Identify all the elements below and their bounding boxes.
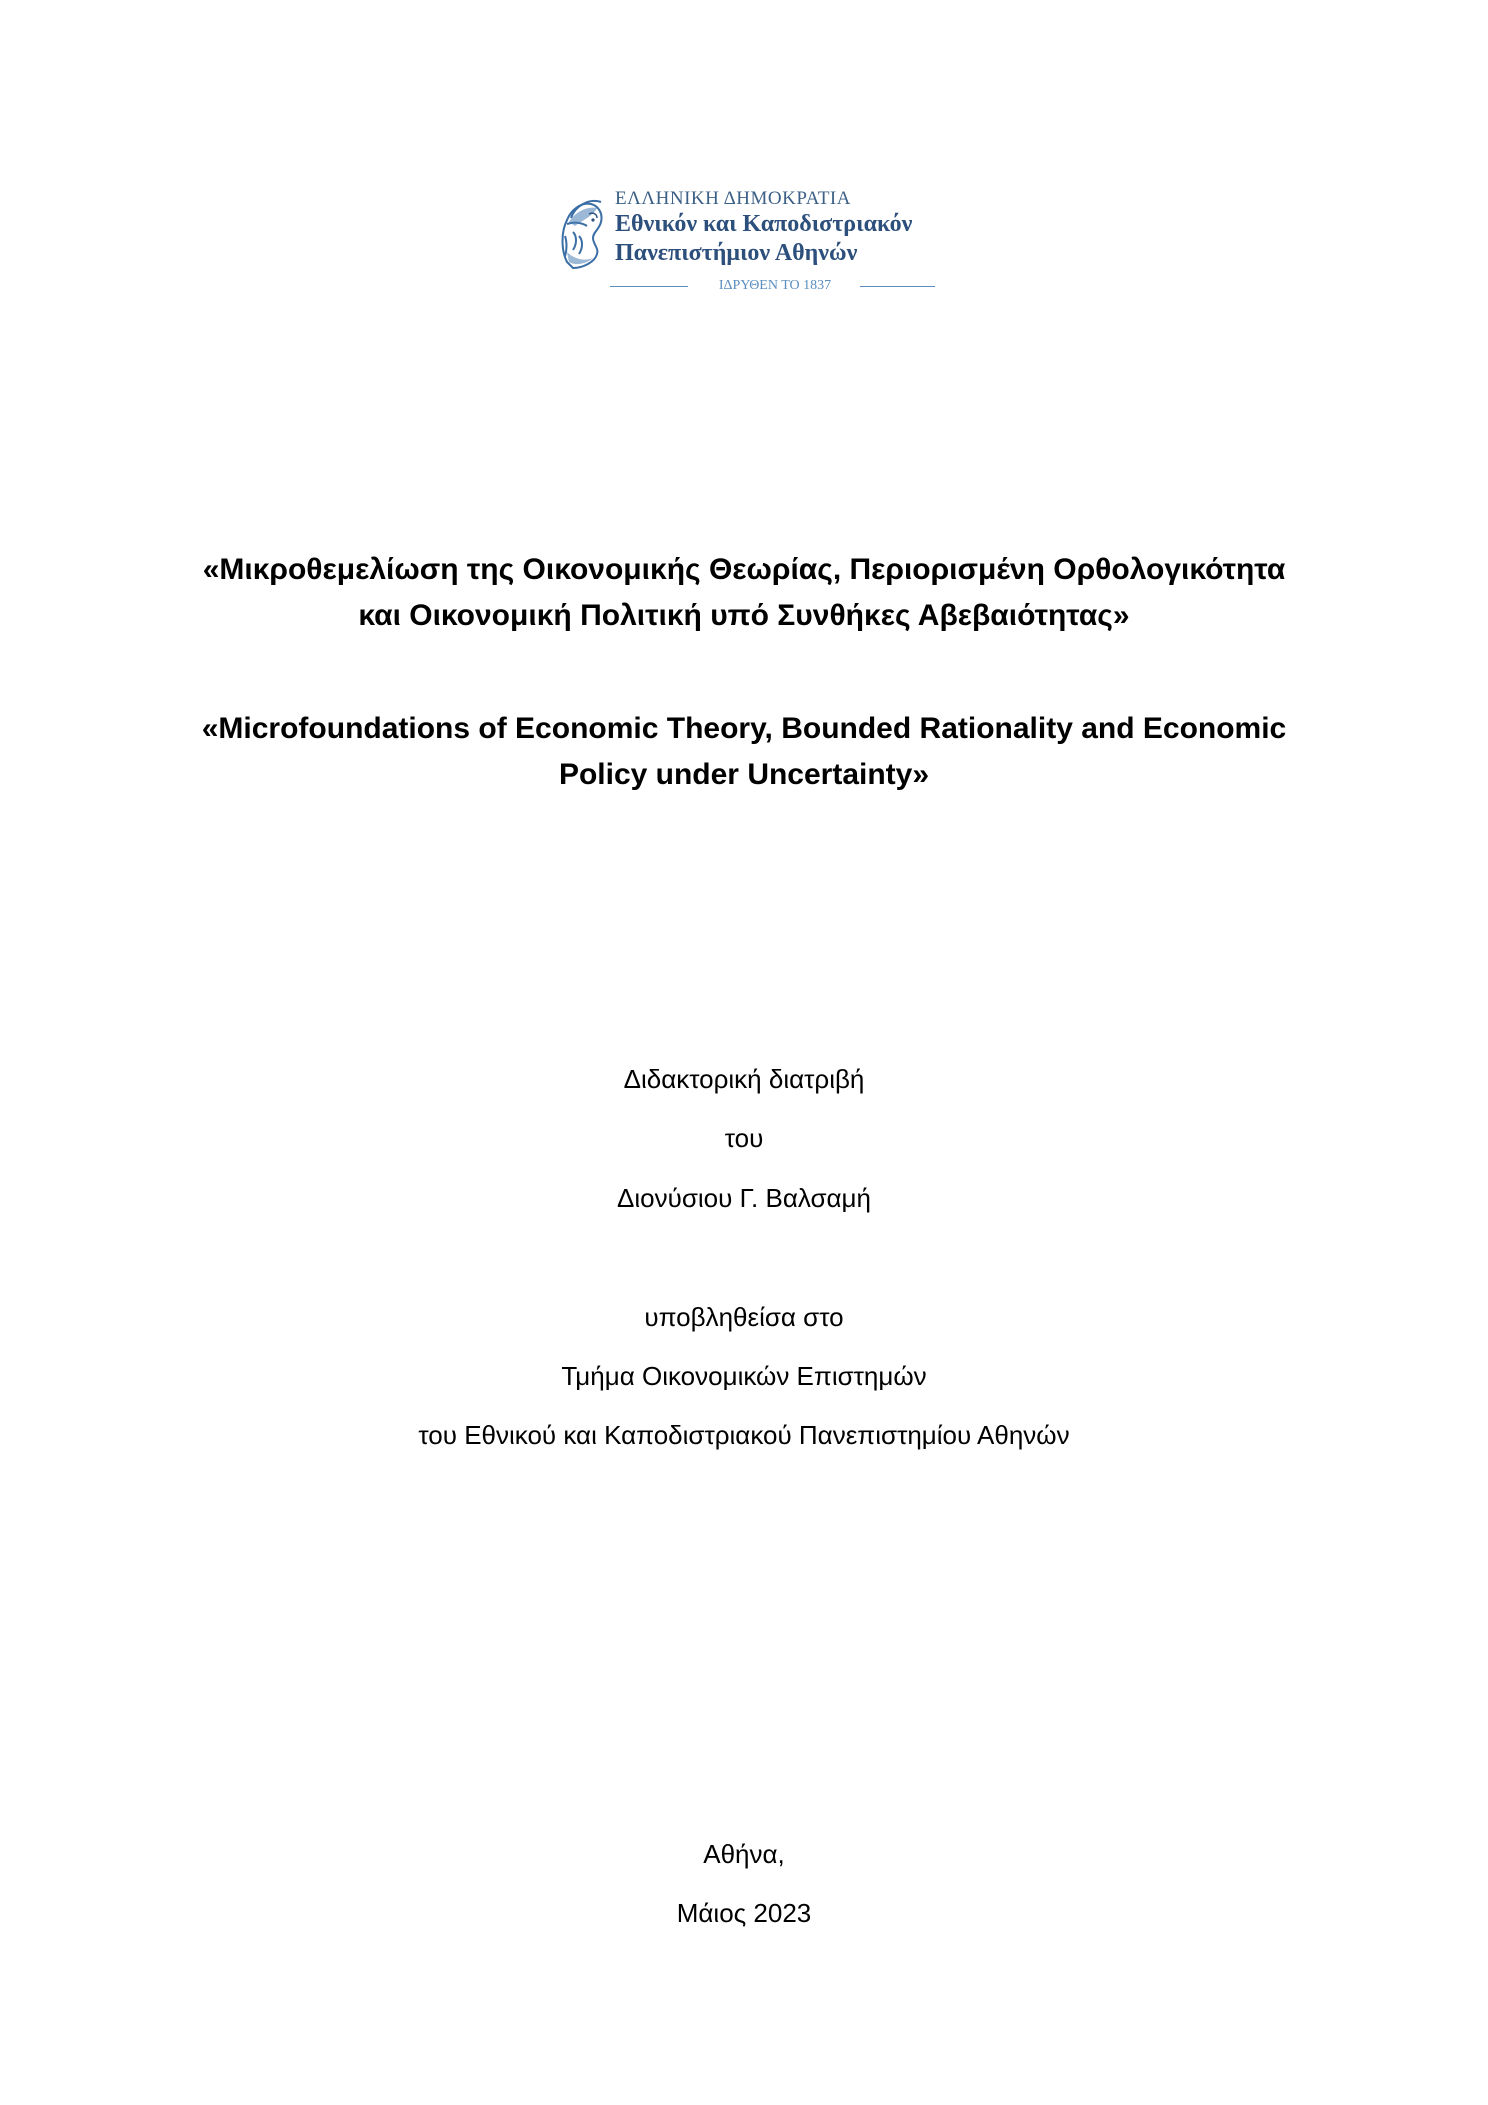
thesis-title-english: «Microfoundations of Economic Theory, Bounded Rationality and Economic Policy under Uncertainty»	[201, 712, 1287, 791]
thesis-author: Διονύσιου Γ. Βαλσαμή	[617, 1183, 871, 1213]
department: Τμήμα Οικονομικών Επιστημών	[561, 1361, 927, 1391]
place: Αθήνα,	[703, 1839, 785, 1869]
university-logo	[553, 188, 943, 300]
logo-republic-label: ΕΛΛΗΝΙΚΗ ΔΗΜΟΚΡΑΤΙΑ	[615, 188, 851, 209]
submitted-to: υποβληθείσα στο	[644, 1302, 844, 1332]
logo-founded	[610, 278, 935, 294]
thesis-of: του	[724, 1123, 764, 1153]
logo-founded-text: ΙΔΡΥΘΕΝ ΤΟ 1837	[718, 278, 832, 293]
logo-text	[615, 188, 912, 268]
date: Μάιος 2023	[676, 1898, 812, 1928]
logo-university-name-line2: Πανεπιστήμιον Αθηνών	[615, 240, 858, 266]
logo-university-name-line1: Εθνικόν και Καποδιστριακόν	[615, 211, 913, 237]
thesis-type: Διδακτορική διατριβή	[623, 1064, 865, 1094]
university: του Εθνικού και Καποδιστριακού Πανεπιστημίου Αθηνών	[418, 1420, 1070, 1450]
thesis-title-greek: «Μικροθεμελίωση της Οικονομικής Θεωρίας, Περιορισμένη Ορθολογικότητα και Οικονομική Πολιτική υπό Συνθήκες Αβεβαιότητας»	[202, 553, 1286, 632]
athena-emblem-icon	[553, 192, 609, 274]
logo-rule-right	[860, 286, 935, 287]
logo-rule-left	[610, 286, 688, 287]
